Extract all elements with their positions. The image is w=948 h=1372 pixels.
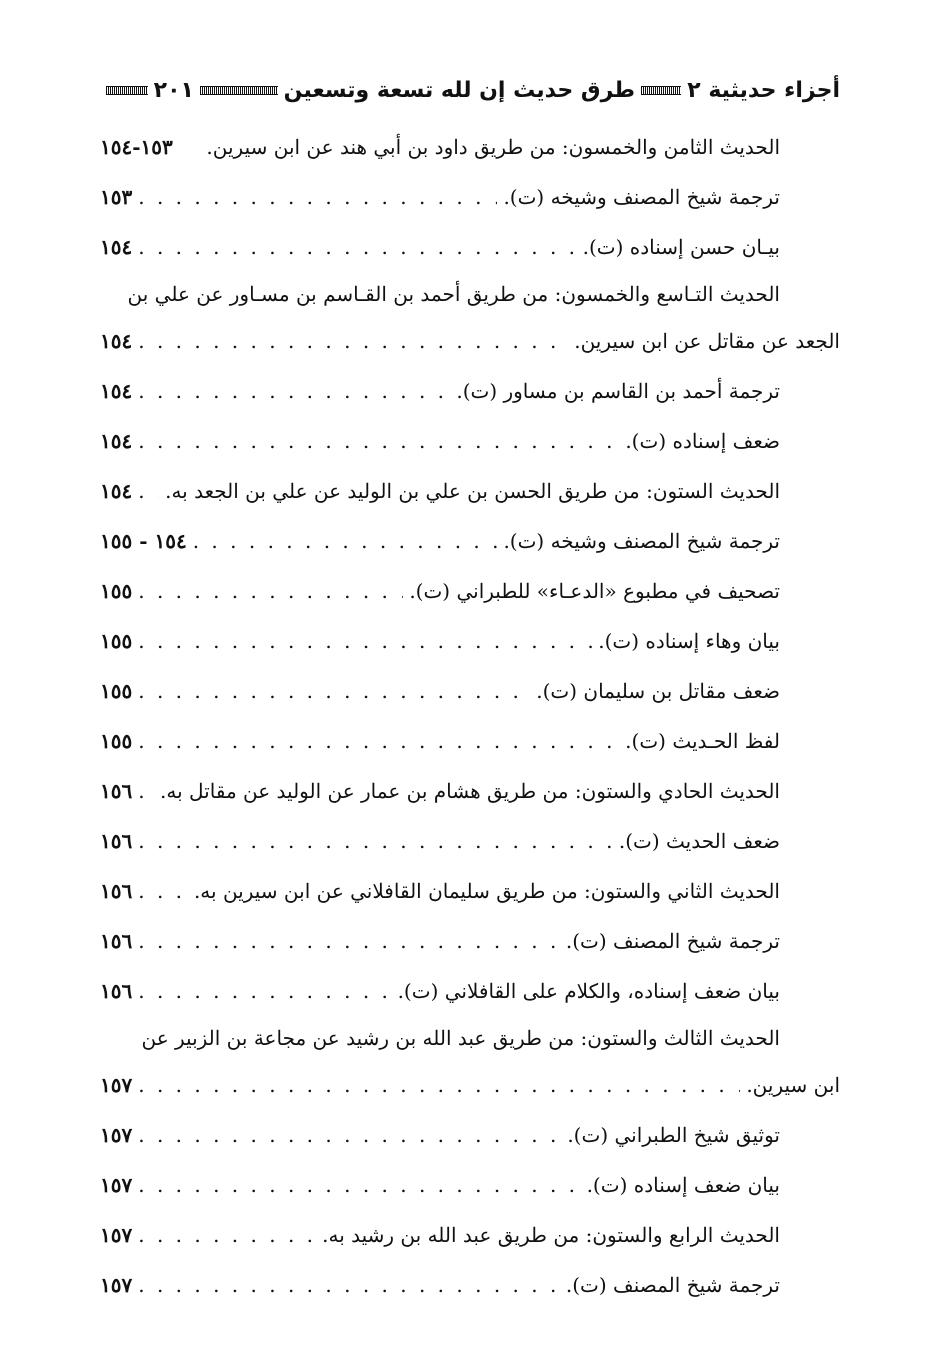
page-header	[100, 70, 840, 110]
toc-entry-page: ١٥٧	[100, 1273, 133, 1297]
toc-entry-title: تصحيف في مطبوع «الدعـاء» للطبراني (ت).	[409, 579, 780, 603]
toc-entry	[100, 1210, 840, 1260]
leader-dots	[138, 237, 576, 257]
toc-entry-title: ترجمة شيخ المصنف وشيخه (ت).	[503, 185, 780, 209]
toc-entry	[100, 966, 840, 1016]
toc-entry	[100, 1016, 840, 1060]
toc-entry-title: بيان ضعف إسناده (ت).	[586, 1173, 780, 1197]
leader-dots	[138, 481, 159, 501]
toc-entry	[100, 616, 840, 666]
leader-dots	[138, 1225, 316, 1245]
toc-entry-title: ضعف إسناده (ت).	[625, 429, 780, 453]
toc-entry-title: الحديث التـاسع والخمسون: من طريق أحمد بن القـاسم بن مسـاور عن علي بن	[127, 282, 780, 306]
toc-entry-title: الحديث الستون: من طريق الحسن بن علي بن الوليد عن علي بن الجعد به.	[165, 479, 780, 503]
toc-entry-title: الحديث الرابع والستون: من طريق عبد الله بن رشيد به.	[322, 1223, 780, 1247]
leader-dots	[138, 1075, 740, 1095]
toc-entry-continuation	[100, 316, 840, 366]
header-rule-left	[106, 86, 148, 95]
toc-entry	[100, 716, 840, 766]
toc-entry-page: ١٥٥	[100, 579, 133, 603]
toc-entry-title: الحديث الثاني والستون: من طريق سليمان القافلاني عن ابن سيرين به.	[193, 879, 780, 903]
toc-entry	[100, 1260, 840, 1310]
toc-entry-title: الحديث الثالث والستون: من طريق عبد الله بن رشيد عن مجاعة بن الزبير عن	[141, 1026, 780, 1050]
leader-dots	[138, 581, 403, 601]
toc-entry-page: ١٥٤	[100, 479, 133, 503]
leader-dots	[138, 1175, 580, 1195]
toc-entry-page: ١٥٧	[100, 1123, 133, 1147]
toc-entry-page: ١٥٧	[100, 1073, 133, 1097]
toc-entry-page: ١٥٤	[100, 379, 133, 403]
toc-entry-title: توثيق شيخ الطبراني (ت).	[567, 1123, 780, 1147]
toc-entry-title: لفظ الحـديث (ت).	[625, 729, 780, 753]
leader-dots	[138, 981, 391, 1001]
leader-dots	[138, 1275, 560, 1295]
toc-entry	[100, 516, 840, 566]
toc-entry-page: ١٥٦	[100, 929, 133, 953]
toc-entry	[100, 866, 840, 916]
toc-entry	[100, 916, 840, 966]
toc-entry-page: ١٥٥	[100, 679, 133, 703]
toc-entry-continuation	[100, 1060, 840, 1110]
leader-dots	[138, 881, 188, 901]
toc-entry-page: ١٥٣	[100, 185, 133, 209]
toc-entry-page: ١٥٥	[100, 729, 133, 753]
toc-entry	[100, 766, 840, 816]
leader-dots	[138, 1125, 561, 1145]
book-title: أجزاء حديثية ٢	[687, 77, 840, 103]
toc-entry	[100, 272, 840, 316]
toc-entry-title: ضعف مقاتل بن سليمان (ت).	[536, 679, 780, 703]
leader-dots	[138, 187, 497, 207]
toc-entry-title: بيـان حسن إسناده (ت).	[582, 235, 780, 259]
page-number: ٢٠١	[153, 77, 194, 103]
toc-entry	[100, 122, 840, 172]
toc-entry-page: ١٥٦	[100, 829, 133, 853]
toc-entry	[100, 666, 840, 716]
toc-entry-page: ١٥٧	[100, 1173, 133, 1197]
toc-entry-title: ترجمة أحمد بن القاسم بن مساور (ت).	[456, 379, 780, 403]
leader-dots	[193, 531, 498, 551]
toc-entry-page: ١٥٧	[100, 1223, 133, 1247]
leader-dots	[138, 931, 560, 951]
toc-entry	[100, 816, 840, 866]
leader-dots	[138, 731, 619, 751]
toc-entry	[100, 1110, 840, 1160]
toc-entry-title: ترجمة شيخ المصنف وشيخه (ت).	[503, 529, 780, 553]
leader-dots	[138, 631, 592, 651]
toc-entry-page: ١٥٣-١٥٤	[100, 135, 173, 159]
toc-entry-title: الحديث الثامن والخمسون: من طريق داود بن أبي هند عن ابن سيرين.	[206, 135, 780, 159]
leader-dots	[138, 431, 619, 451]
toc-entry-page: ١٥٤	[100, 329, 133, 353]
toc-entry-title: ضعف الحديث (ت).	[618, 829, 780, 853]
toc-entry	[100, 466, 840, 516]
toc-entry-page: ١٥٤ - ١٥٥	[100, 529, 187, 553]
toc-entry	[100, 1160, 840, 1210]
toc-entry-page: ١٥٦	[100, 779, 133, 803]
leader-dots	[138, 381, 450, 401]
toc-entry-title: ابن سيرين.	[746, 1073, 840, 1097]
toc-entry-page: ١٥٥	[100, 629, 133, 653]
toc-entry-page: ١٥٦	[100, 979, 133, 1003]
toc-entry-title: ترجمة شيخ المصنف (ت).	[565, 1273, 780, 1297]
toc-entry-title: بيان ضعف إسناده، والكلام على القافلاني (ت).	[397, 979, 780, 1003]
leader-dots	[138, 781, 154, 801]
header-rule-right	[641, 86, 681, 95]
toc-entry-page: ١٥٦	[100, 879, 133, 903]
leader-dots	[138, 681, 530, 701]
leader-dots	[138, 331, 568, 351]
toc-entry	[100, 366, 840, 416]
toc-entry-title: الحديث الحادي والستون: من طريق هشام بن عمار عن الوليد عن مقاتل به.	[160, 779, 780, 803]
toc-list	[100, 122, 840, 1310]
toc-entry-page: ١٥٤	[100, 429, 133, 453]
toc-entry-title: ترجمة شيخ المصنف (ت).	[565, 929, 780, 953]
toc-entry	[100, 172, 840, 222]
toc-entry	[100, 222, 840, 272]
leader-dots	[138, 831, 613, 851]
toc-entry-title: بيان وهاء إسناده (ت).	[598, 629, 780, 653]
toc-entry	[100, 566, 840, 616]
chapter-title: طرق حديث إن لله تسعة وتسعين	[283, 77, 635, 103]
header-rule-middle	[200, 86, 278, 95]
toc-entry	[100, 416, 840, 466]
toc-entry-title: الجعد عن مقاتل عن ابن سيرين.	[574, 329, 840, 353]
toc-entry-page: ١٥٤	[100, 235, 133, 259]
